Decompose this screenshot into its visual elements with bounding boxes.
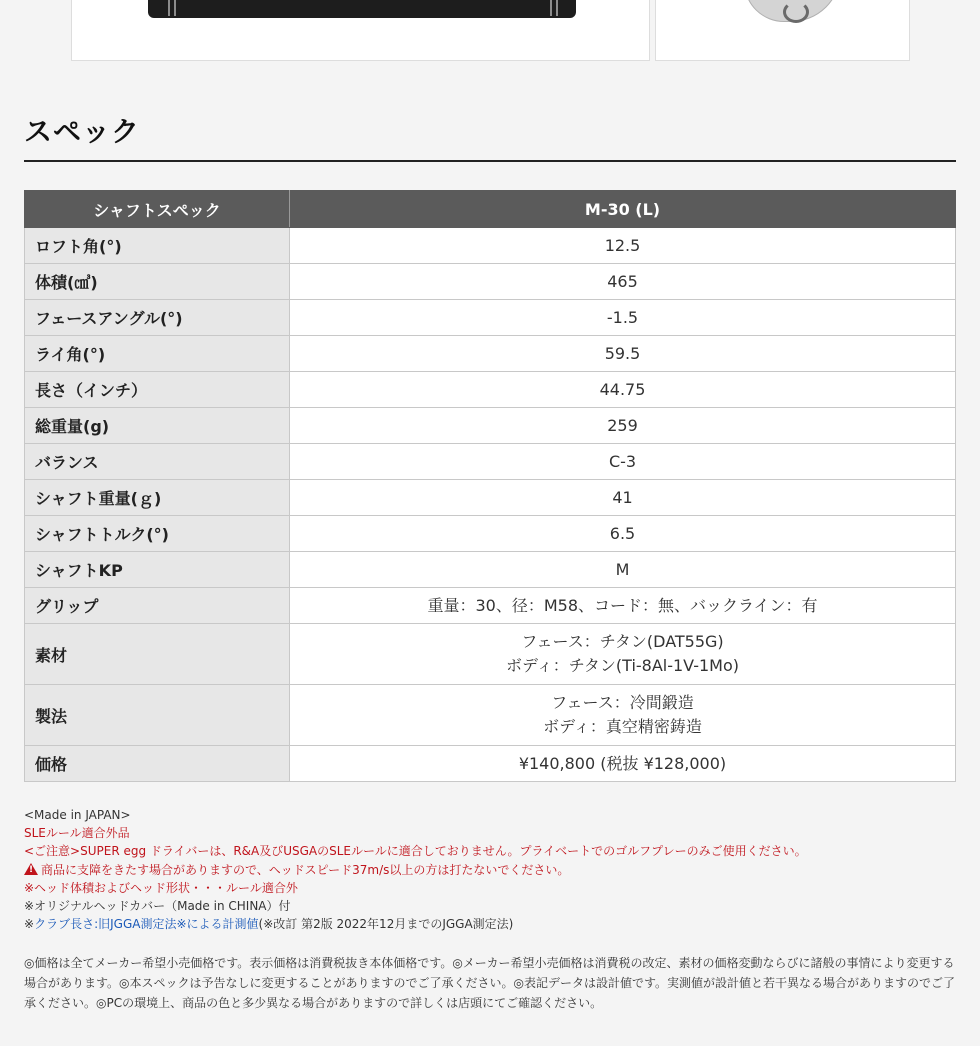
grip-image-card[interactable] — [71, 0, 650, 61]
spec-row — [25, 552, 956, 588]
spec-value: 465 — [290, 264, 956, 300]
spec-value — [290, 624, 956, 685]
spec-label: 素材 — [25, 624, 290, 685]
spec-header-label: シャフトスペック — [25, 191, 290, 228]
spec-label: ライ角(°) — [25, 336, 290, 372]
spec-row — [25, 408, 956, 444]
spec-value-line: ボディ：チタン(Ti-8Al-1V-1Mo) — [506, 656, 739, 675]
sle-rule-note: SLEルール適合外品 — [24, 826, 130, 841]
section-divider — [24, 160, 956, 162]
warning-note — [24, 861, 956, 879]
club-length-suffix: (※改訂 第2版 2022年12月までのJGGA測定法) — [258, 917, 514, 932]
spec-value — [290, 685, 956, 746]
spec-label: フェースアングル(°) — [25, 300, 290, 336]
club-length-prefix: ※ — [24, 917, 35, 932]
disclaimer-line: 場合があります。◎本スペックは予告なしに変更することがありますのでご了承ください。◎表記データは設計値です。実測値が設計値と若干異なる場合がありますのでご了 — [24, 976, 956, 990]
spec-label: 体積(㎤) — [25, 264, 290, 300]
spec-row — [25, 264, 956, 300]
spec-row — [25, 480, 956, 516]
spec-label: 総重量(g) — [25, 408, 290, 444]
spec-value: 41 — [290, 480, 956, 516]
spec-row — [25, 372, 956, 408]
product-image-strip — [0, 0, 980, 62]
product-notes — [24, 806, 956, 933]
spec-row — [25, 300, 956, 336]
spec-value: ¥140,800 (税抜 ¥128,000) — [290, 746, 956, 782]
spec-row — [25, 685, 956, 746]
spec-value-line: フェース：チタン(DAT55G) — [521, 632, 724, 651]
disclaimer-line: ◎価格は全てメーカー希望小売価格です。表示価格は消費税抜き本体価格です。◎メーカー希望小売価格は消費税の改定、素材の価格変動ならびに諸般の事情により変更する — [24, 956, 955, 970]
spec-value: 259 — [290, 408, 956, 444]
spec-value: -1.5 — [290, 300, 956, 336]
spec-row — [25, 444, 956, 480]
grip-image — [148, 0, 576, 18]
made-in-note: <Made in JAPAN> — [24, 808, 131, 822]
spec-label: シャフトトルク(°) — [25, 516, 290, 552]
head-rule-note: ※ヘッド体積およびヘッド形状・・・ルール適合外 — [24, 880, 298, 895]
spec-label: グリップ — [25, 588, 290, 624]
disclaimer-line: 承ください。◎PCの環境上、商品の色と多少異なる場合がありますので詳しくは店頭にてご確認ください。 — [24, 996, 603, 1010]
spec-label: ロフト角(°) — [25, 228, 290, 264]
spec-row — [25, 336, 956, 372]
spec-value-line: フェース：冷間鍛造 — [551, 693, 694, 712]
warning-triangle-icon: ! — [24, 863, 38, 875]
spec-value: 44.75 — [290, 372, 956, 408]
spec-value: M — [290, 552, 956, 588]
spec-value: C-3 — [290, 444, 956, 480]
spec-row — [25, 588, 956, 624]
spec-value: 12.5 — [290, 228, 956, 264]
spec-row — [25, 516, 956, 552]
spec-header-model: M-30 (L) — [290, 191, 956, 228]
spec-row — [25, 624, 956, 685]
headcover-image — [744, 0, 841, 22]
spec-label: シャフト重量(ｇ) — [25, 480, 290, 516]
headcover-note: ※オリジナルヘッドカバー（Made in CHINA）付 — [24, 899, 291, 914]
spec-label: 製法 — [25, 685, 290, 746]
headcover-image-card[interactable] — [655, 0, 910, 61]
spec-value-line: ボディ：真空精密鋳造 — [543, 717, 702, 736]
spec-value: 59.5 — [290, 336, 956, 372]
spec-row — [25, 228, 956, 264]
spec-label: シャフトKP — [25, 552, 290, 588]
spec-table — [24, 190, 956, 782]
price-disclaimer — [24, 953, 956, 1013]
spec-value: 6.5 — [290, 516, 956, 552]
spec-value: 重量：30、径：M58、コード：無、バックライン：有 — [290, 588, 956, 624]
spec-row — [25, 746, 956, 782]
spec-label: 価格 — [25, 746, 290, 782]
club-length-link[interactable]: クラブ長さ:旧JGGA測定法※による計測値 — [34, 917, 259, 932]
section-title: スペック — [24, 115, 141, 148]
club-length-note — [24, 915, 956, 933]
caution-note: <ご注意>SUPER egg ドライバーは、R&A及びUSGAのSLEルールに適合しておりません。プライベートでのゴルフプレーのみご使用ください。 — [24, 844, 807, 859]
spec-label: バランス — [25, 444, 290, 480]
spec-label: 長さ（インチ） — [25, 372, 290, 408]
warning-text: 商品に支障をきたす場合がありますので、ヘッドスピード37m/s以上の方は打たないでください。 — [41, 862, 570, 877]
spec-header-row — [25, 191, 956, 228]
